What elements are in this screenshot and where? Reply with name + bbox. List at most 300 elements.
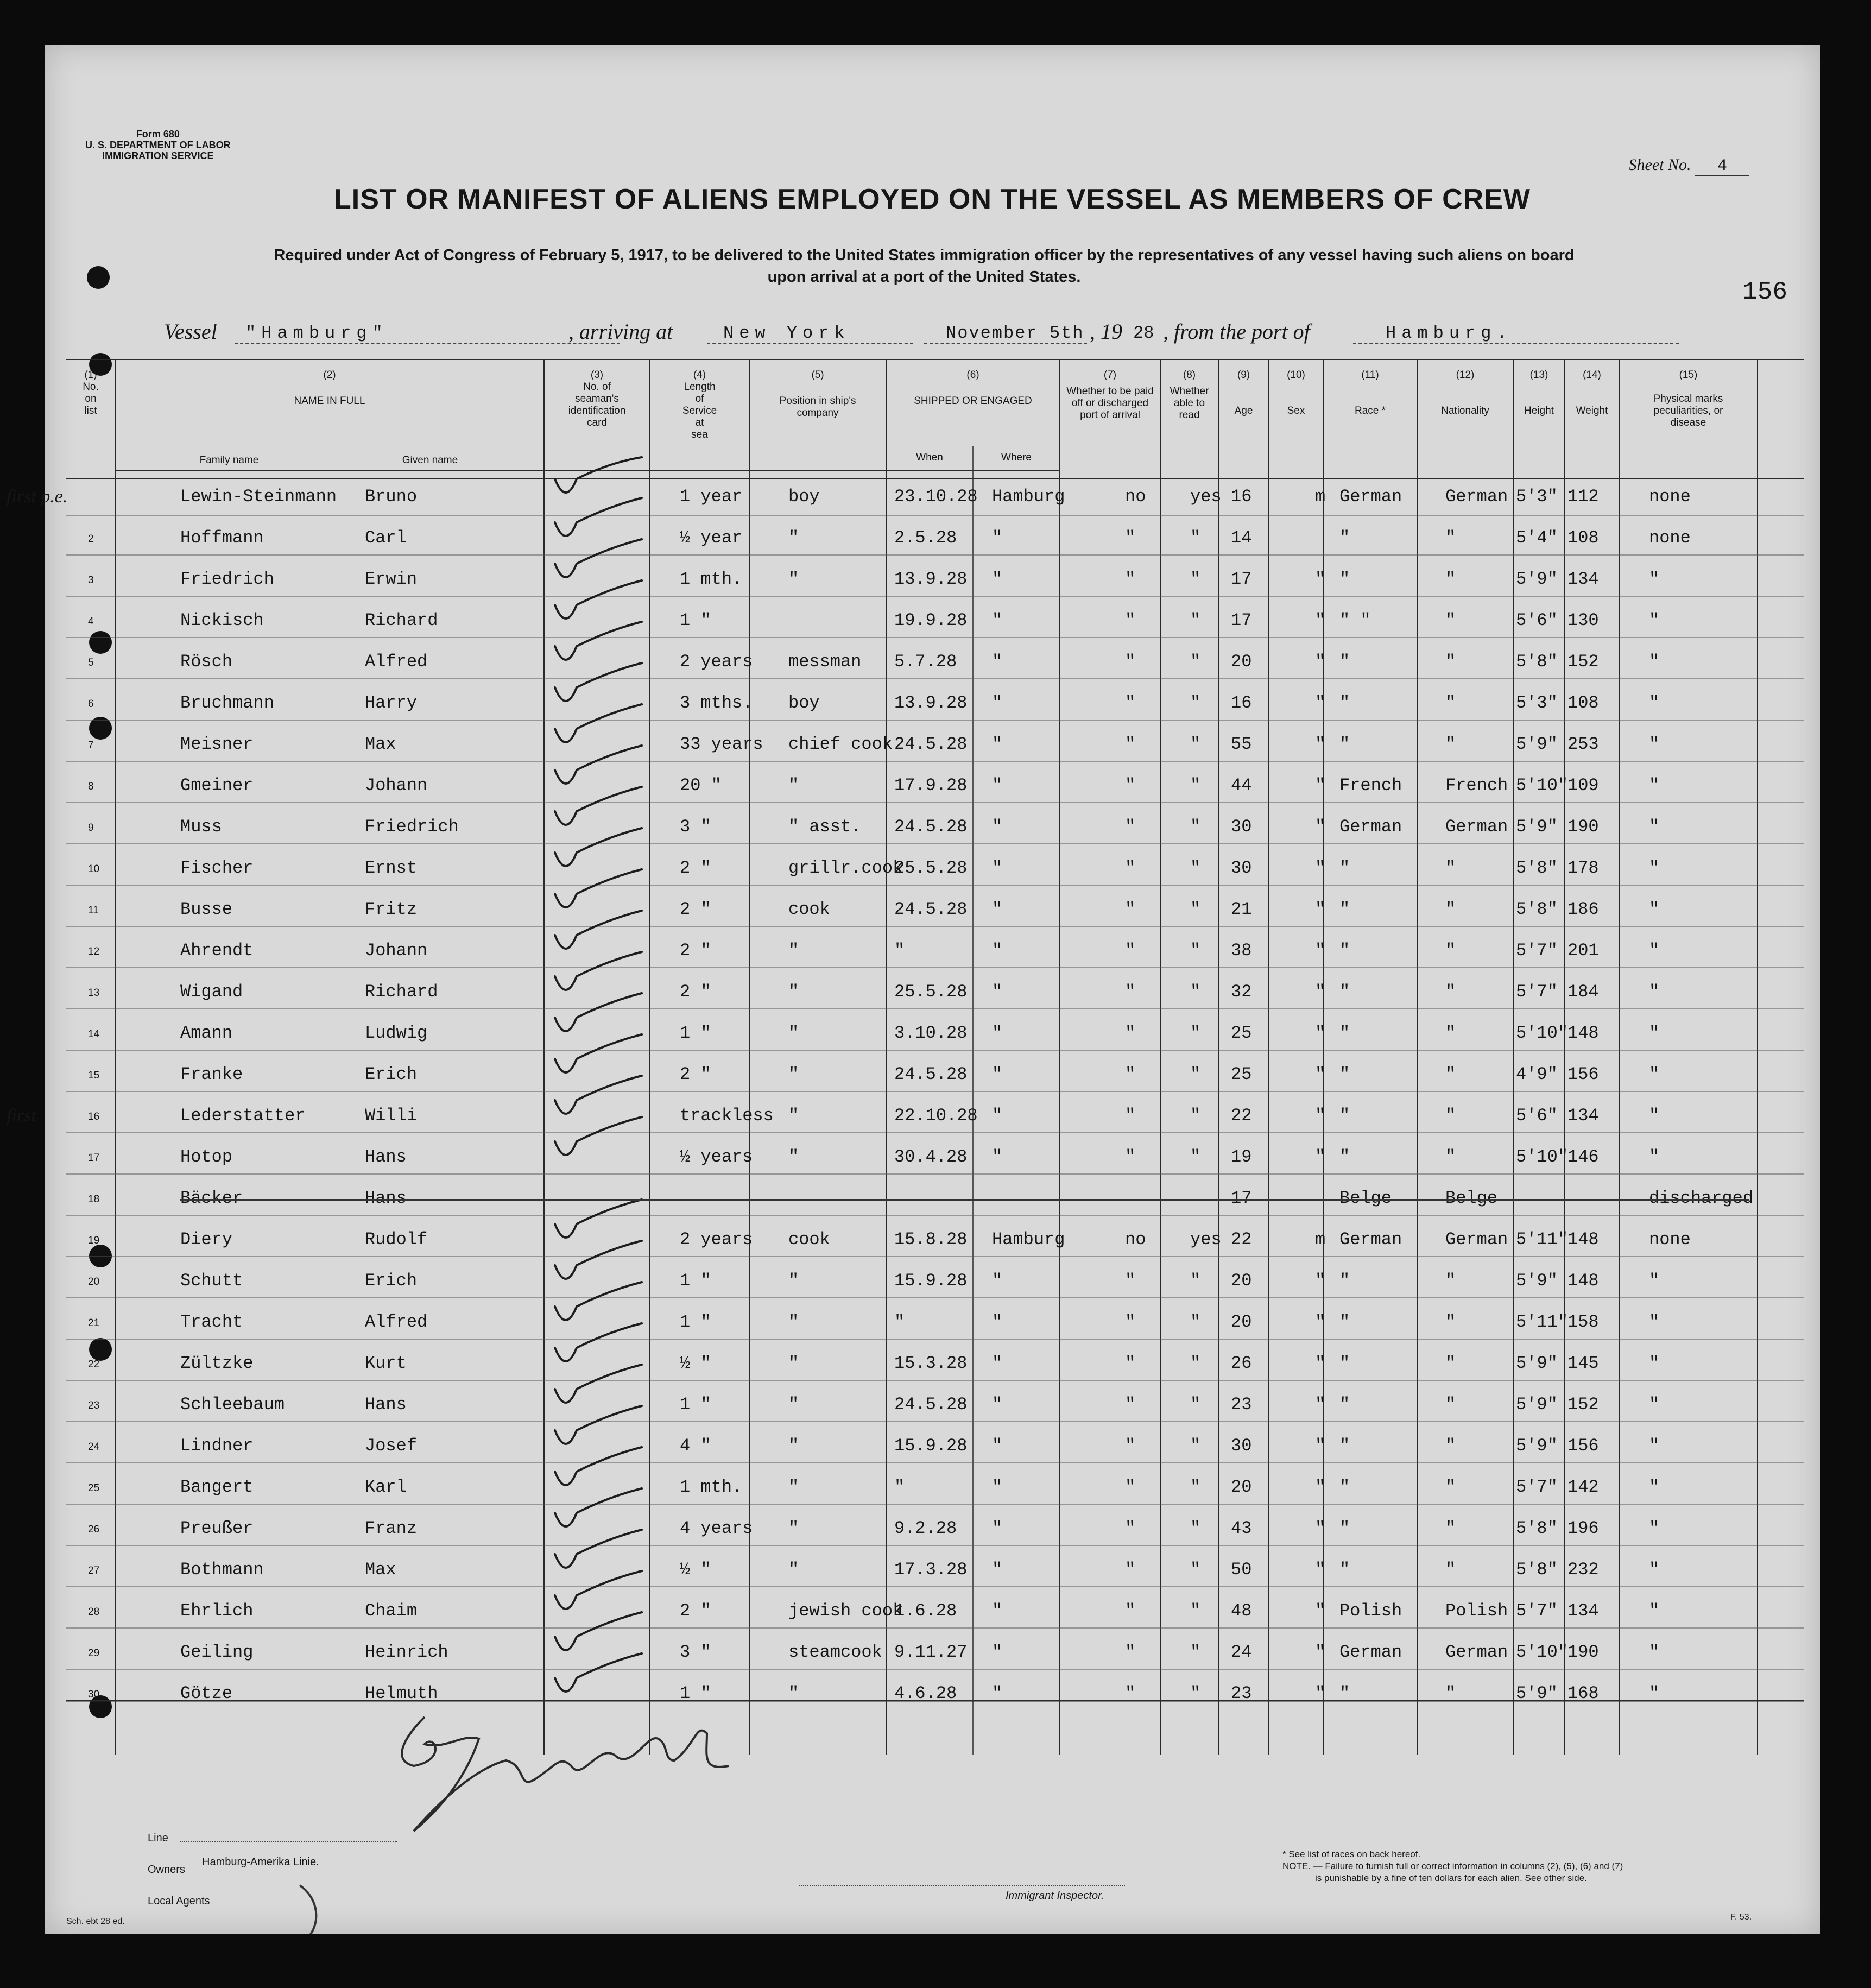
cell-physical-marks: " <box>1649 1106 1660 1126</box>
cell-sex: " <box>1315 734 1326 754</box>
printer-mark: Sch. ebt 28 ed. <box>66 1917 125 1926</box>
cell-weight: 232 <box>1567 1560 1599 1580</box>
cell-row-number: 28 <box>88 1606 100 1618</box>
cell-nationality: " <box>1445 1353 1456 1373</box>
cell-able-to-read: " <box>1190 734 1201 754</box>
cell-position: messman <box>788 652 862 672</box>
cell-weight: 184 <box>1567 982 1599 1002</box>
cell-nationality: " <box>1445 1271 1456 1291</box>
cell-given-name: Johann <box>365 775 428 796</box>
header-col11: (11) Race * <box>1354 369 1386 416</box>
cell-sex: " <box>1315 1436 1326 1456</box>
cell-length-of-service: 33 years <box>680 734 763 754</box>
cell-engaged-date: " <box>894 1312 905 1332</box>
cell-weight: 109 <box>1567 775 1599 796</box>
cell-paid-off: no <box>1125 1229 1146 1249</box>
cell-paid-off: " <box>1125 1353 1136 1373</box>
table-row <box>45 1222 1820 1260</box>
cell-physical-marks: " <box>1649 982 1660 1002</box>
cell-age: 22 <box>1231 1106 1252 1126</box>
cell-able-to-read: " <box>1190 1642 1201 1662</box>
cell-length-of-service: 1 " <box>680 1683 711 1703</box>
cell-race: " <box>1339 569 1350 589</box>
cell-family-name: Hoffmann <box>180 528 264 548</box>
cell-length-of-service: 20 " <box>680 775 722 796</box>
cell-nationality: " <box>1445 1064 1456 1084</box>
cell-length-of-service: ½ " <box>680 1560 711 1580</box>
cell-engaged-date: 15.9.28 <box>894 1436 968 1456</box>
cell-able-to-read: " <box>1190 982 1201 1002</box>
row-annotation: first <box>7 1106 36 1126</box>
cell-able-to-read: " <box>1190 899 1201 919</box>
cell-able-to-read: " <box>1190 775 1201 796</box>
cell-length-of-service: 2 years <box>680 652 753 672</box>
cell-family-name: Lindner <box>180 1436 254 1456</box>
cell-height: 5'10" <box>1516 1642 1569 1662</box>
cell-nationality: " <box>1445 941 1456 961</box>
cell-paid-off: " <box>1125 941 1136 961</box>
cell-able-to-read: " <box>1190 652 1201 672</box>
cell-height: 5'11" <box>1516 1312 1569 1332</box>
table-row <box>45 561 1820 599</box>
cell-row-number: 8 <box>88 781 94 792</box>
cell-nationality: " <box>1445 569 1456 589</box>
arrival-year: 28 <box>1133 323 1154 343</box>
cell-engaged-place: Hamburg <box>992 1229 1065 1249</box>
cell-family-name: Franke <box>180 1064 243 1084</box>
cell-engaged-place: " <box>992 569 1003 589</box>
cell-family-name: Ahrendt <box>180 941 254 961</box>
cell-physical-marks: " <box>1649 1601 1660 1621</box>
cell-engaged-date: 17.9.28 <box>894 775 968 796</box>
cell-sex: " <box>1315 569 1326 589</box>
cell-sex: " <box>1315 982 1326 1002</box>
cell-length-of-service: 1 year <box>680 487 743 507</box>
cell-paid-off: " <box>1125 858 1136 878</box>
table-row <box>7 479 1820 517</box>
cell-row-number: 29 <box>88 1648 100 1659</box>
subtitle-line-2: upon arrival at a port of the United States. <box>767 268 1081 286</box>
cell-age: 30 <box>1231 1436 1252 1456</box>
cell-position: " <box>788 1518 799 1538</box>
cell-able-to-read: " <box>1190 610 1201 630</box>
cell-length-of-service: 2 " <box>680 899 711 919</box>
table-row <box>45 809 1820 847</box>
cell-sex: " <box>1315 1064 1326 1084</box>
table-row <box>45 727 1820 765</box>
cell-physical-marks: " <box>1649 858 1660 878</box>
arriving-label: , arriving at <box>568 319 673 344</box>
cell-weight: 178 <box>1567 858 1599 878</box>
cell-sex: m <box>1315 1229 1326 1249</box>
cell-given-name: Erwin <box>365 569 418 589</box>
cell-length-of-service: 4 " <box>680 1436 711 1456</box>
cell-nationality: " <box>1445 1106 1456 1126</box>
cell-race: German <box>1339 1229 1402 1249</box>
cell-able-to-read: " <box>1190 1394 1201 1415</box>
cell-engaged-date: 24.5.28 <box>894 734 968 754</box>
cell-able-to-read: " <box>1190 528 1201 548</box>
cell-race: " <box>1339 1064 1350 1084</box>
cell-age: 48 <box>1231 1601 1252 1621</box>
cell-engaged-date: 2.5.28 <box>894 528 957 548</box>
cell-family-name: Amann <box>180 1023 233 1043</box>
cell-age: 43 <box>1231 1518 1252 1538</box>
arrival-port: New York <box>723 323 850 343</box>
cell-position: boy <box>788 487 820 507</box>
cell-physical-marks: " <box>1649 1023 1660 1043</box>
cell-sex: m <box>1315 487 1326 507</box>
cell-position: " <box>788 1477 799 1497</box>
cell-family-name: Busse <box>180 899 233 919</box>
cell-given-name: Heinrich <box>365 1642 448 1662</box>
cell-sex: " <box>1315 1477 1326 1497</box>
cell-age: 17 <box>1231 610 1252 630</box>
cell-paid-off: " <box>1125 1436 1136 1456</box>
cell-age: 20 <box>1231 1477 1252 1497</box>
cell-paid-off: " <box>1125 1683 1136 1703</box>
table-row <box>45 1428 1820 1466</box>
cell-paid-off: " <box>1125 899 1136 919</box>
cell-weight: 112 <box>1567 487 1599 507</box>
cell-paid-off: " <box>1125 1064 1136 1084</box>
cell-position: chief cook <box>788 734 893 754</box>
line-label: Line <box>148 1832 168 1844</box>
cell-position: " <box>788 1312 799 1332</box>
cell-given-name: Franz <box>365 1518 418 1538</box>
cell-engaged-place: " <box>992 1394 1003 1415</box>
cell-height: 5'7" <box>1516 941 1558 961</box>
cell-able-to-read: " <box>1190 1147 1201 1167</box>
cell-row-number: 16 <box>88 1111 100 1122</box>
cell-able-to-read: " <box>1190 1353 1201 1373</box>
cell-race: French <box>1339 775 1402 796</box>
header-col10: (10) Sex <box>1287 369 1305 416</box>
cell-nationality: German <box>1445 1642 1508 1662</box>
cell-length-of-service: 2 " <box>680 982 711 1002</box>
cell-able-to-read: " <box>1190 1271 1201 1291</box>
cell-length-of-service: 3 " <box>680 1642 711 1662</box>
cell-row-number: 30 <box>88 1689 100 1700</box>
cell-height: 5'8" <box>1516 1560 1558 1580</box>
form-identifier <box>85 129 231 161</box>
cell-family-name: Muss <box>180 817 222 837</box>
cell-able-to-read: " <box>1190 941 1201 961</box>
cell-engaged-place: " <box>992 1312 1003 1332</box>
cell-age: 20 <box>1231 1312 1252 1332</box>
cell-age: 55 <box>1231 734 1252 754</box>
local-agents-label: Local Agents <box>148 1895 210 1907</box>
cell-length-of-service: 1 " <box>680 1394 711 1415</box>
cell-length-of-service: 2 " <box>680 1601 711 1621</box>
cell-paid-off: " <box>1125 734 1136 754</box>
cell-engaged-date: " <box>894 1477 905 1497</box>
cell-engaged-place: " <box>992 1560 1003 1580</box>
header-col5: (5) Position in ship's company <box>779 369 856 419</box>
cell-row-number: 10 <box>88 863 100 875</box>
cell-height: 5'7" <box>1516 1477 1558 1497</box>
cell-race: " <box>1339 1477 1350 1497</box>
cell-physical-marks: " <box>1649 734 1660 754</box>
table-row <box>45 1304 1820 1342</box>
cell-physical-marks: discharged <box>1649 1188 1754 1208</box>
cell-physical-marks: " <box>1649 1477 1660 1497</box>
cell-nationality: " <box>1445 1683 1456 1703</box>
cell-physical-marks: " <box>1649 693 1660 713</box>
cell-paid-off: " <box>1125 1312 1136 1332</box>
cell-physical-marks: none <box>1649 528 1691 548</box>
cell-family-name: Bruchmann <box>180 693 274 713</box>
cell-length-of-service: ½ " <box>680 1353 711 1373</box>
cell-paid-off: " <box>1125 1601 1136 1621</box>
cell-engaged-place: " <box>992 1064 1003 1084</box>
year-label: , 19 <box>1090 319 1122 344</box>
cell-row-number: 2 <box>88 533 94 545</box>
cell-nationality: German <box>1445 1229 1508 1249</box>
cell-engaged-date: 25.5.28 <box>894 982 968 1002</box>
cell-sex: " <box>1315 1271 1326 1291</box>
cell-race: German <box>1339 1642 1402 1662</box>
cell-age: 23 <box>1231 1394 1252 1415</box>
cell-engaged-place: " <box>992 1106 1003 1126</box>
cell-paid-off: " <box>1125 652 1136 672</box>
inspector-label: Immigrant Inspector. <box>1006 1890 1104 1902</box>
cell-sex: " <box>1315 1683 1326 1703</box>
cell-position: " <box>788 941 799 961</box>
cell-physical-marks: " <box>1649 1312 1660 1332</box>
cell-row-number: 11 <box>88 905 99 916</box>
header-col6: (6) SHIPPED OR ENGAGED <box>914 369 1032 407</box>
cell-physical-marks: none <box>1649 1229 1691 1249</box>
cell-physical-marks: " <box>1649 1518 1660 1538</box>
cell-engaged-date: 24.5.28 <box>894 899 968 919</box>
cell-paid-off: " <box>1125 693 1136 713</box>
cell-nationality: " <box>1445 899 1456 919</box>
cell-race: " <box>1339 1353 1350 1373</box>
header-col3: (3) No. of seaman's identification card <box>568 369 626 428</box>
table-row <box>45 892 1820 930</box>
cell-row-number: 19 <box>88 1235 100 1246</box>
cell-race: " <box>1339 1560 1350 1580</box>
cell-engaged-date: 19.9.28 <box>894 610 968 630</box>
cell-given-name: Richard <box>365 610 438 630</box>
cell-able-to-read: " <box>1190 569 1201 589</box>
table-row <box>45 1634 1820 1673</box>
cell-family-name: Schleebaum <box>180 1394 285 1415</box>
cell-age: 30 <box>1231 858 1252 878</box>
cell-length-of-service: trackless <box>680 1106 774 1126</box>
cell-position: grillr.cook <box>788 858 903 878</box>
cell-family-name: Bothmann <box>180 1560 264 1580</box>
cell-physical-marks: " <box>1649 1353 1660 1373</box>
cell-able-to-read: yes <box>1190 487 1222 507</box>
cell-weight: 134 <box>1567 1601 1599 1621</box>
cell-family-name: Gmeiner <box>180 775 254 796</box>
cell-nationality: Belge <box>1445 1188 1498 1208</box>
cell-paid-off: " <box>1125 1023 1136 1043</box>
cell-engaged-place: " <box>992 1147 1003 1167</box>
cell-position: " <box>788 1436 799 1456</box>
cell-position: " <box>788 1560 799 1580</box>
departure-port: Hamburg. <box>1386 323 1513 343</box>
cell-race: " <box>1339 1436 1350 1456</box>
cell-nationality: " <box>1445 1312 1456 1332</box>
cell-age: 19 <box>1231 1147 1252 1167</box>
cell-family-name: Fischer <box>180 858 254 878</box>
cell-position: jewish cook <box>788 1601 903 1621</box>
cell-given-name: Max <box>365 1560 396 1580</box>
cell-height: 5'7" <box>1516 982 1558 1002</box>
header-col14: (14) Weight <box>1576 369 1608 416</box>
cell-weight: 201 <box>1567 941 1599 961</box>
cell-weight: 152 <box>1567 652 1599 672</box>
cell-family-name: Geiling <box>180 1642 254 1662</box>
cell-engaged-date: 5.7.28 <box>894 652 957 672</box>
cell-able-to-read: " <box>1190 1518 1201 1538</box>
header-col13: (13) Height <box>1524 369 1554 416</box>
cell-age: 30 <box>1231 817 1252 837</box>
table-row <box>45 768 1820 806</box>
cell-paid-off: " <box>1125 1518 1136 1538</box>
cell-given-name: Chaim <box>365 1601 418 1621</box>
cell-race: " <box>1339 652 1350 672</box>
cell-height: 5'3" <box>1516 693 1558 713</box>
cell-weight: 148 <box>1567 1229 1599 1249</box>
table-row <box>45 1015 1820 1053</box>
cell-row-number: 9 <box>88 822 94 834</box>
agent-mark <box>297 1885 317 1934</box>
cell-weight: 253 <box>1567 734 1599 754</box>
cell-sex: " <box>1315 1560 1326 1580</box>
cell-engaged-date: 9.11.27 <box>894 1642 968 1662</box>
cell-age: 23 <box>1231 1683 1252 1703</box>
cell-race: " <box>1339 528 1350 548</box>
cell-length-of-service: ½ year <box>680 528 743 548</box>
cell-paid-off: " <box>1125 775 1136 796</box>
cell-engaged-date: " <box>894 941 905 961</box>
cell-physical-marks: " <box>1649 1394 1660 1415</box>
table-row <box>45 685 1820 723</box>
cell-sex: " <box>1315 1106 1326 1126</box>
cell-paid-off: " <box>1125 528 1136 548</box>
cell-race: Belge <box>1339 1188 1392 1208</box>
service-name: IMMIGRATION SERVICE <box>102 150 214 161</box>
cell-engaged-place: " <box>992 1477 1003 1497</box>
header-col4: (4) Length of Service at sea <box>682 369 717 440</box>
cell-sex: " <box>1315 1023 1326 1043</box>
footnote: * See list of races on back hereof. NOTE. — Failure to furnish full or correct information in columns (2), (5), (6) and (7) is punishable by a fine of ten dollars for each alien. See other side. <box>1282 1849 1623 1883</box>
cell-race: " <box>1339 1271 1350 1291</box>
cell-race: " <box>1339 734 1350 754</box>
cell-position: boy <box>788 693 820 713</box>
cell-engaged-date: 24.5.28 <box>894 1064 968 1084</box>
header-where: Where <box>1001 452 1032 463</box>
cell-engaged-date: 13.9.28 <box>894 693 968 713</box>
cell-weight: 168 <box>1567 1683 1599 1703</box>
cell-physical-marks: " <box>1649 1064 1660 1084</box>
cell-row-number: 3 <box>88 575 94 586</box>
cell-row-number: 25 <box>88 1482 100 1494</box>
cell-age: 17 <box>1231 1188 1252 1208</box>
arrival-date: November 5th <box>946 323 1084 343</box>
cell-given-name: Harry <box>365 693 418 713</box>
cell-given-name: Willi <box>365 1106 418 1126</box>
cell-age: 24 <box>1231 1642 1252 1662</box>
cell-length-of-service: ½ years <box>680 1147 753 1167</box>
cell-engaged-date: 9.2.28 <box>894 1518 957 1538</box>
table-row <box>45 1676 1820 1714</box>
cell-paid-off: no <box>1125 487 1146 507</box>
cell-race: " <box>1339 858 1350 878</box>
cell-able-to-read: " <box>1190 858 1201 878</box>
cell-given-name: Carl <box>365 528 407 548</box>
cell-length-of-service: 4 years <box>680 1518 753 1538</box>
cell-able-to-read: " <box>1190 1023 1201 1043</box>
cell-weight: 190 <box>1567 1642 1599 1662</box>
sheet-number-label: Sheet No. <box>1628 156 1691 174</box>
cell-given-name: Josef <box>365 1436 418 1456</box>
cell-engaged-place: Hamburg <box>992 487 1065 507</box>
cell-row-number: 20 <box>88 1276 100 1288</box>
cell-physical-marks: none <box>1649 487 1691 507</box>
cell-height: 5'6" <box>1516 1106 1558 1126</box>
header-when: When <box>916 452 943 463</box>
cell-race: " <box>1339 899 1350 919</box>
cell-physical-marks: " <box>1649 1560 1660 1580</box>
cell-nationality: " <box>1445 1394 1456 1415</box>
cell-position: " asst. <box>788 817 862 837</box>
cell-age: 38 <box>1231 941 1252 961</box>
cell-height: 5'7" <box>1516 1601 1558 1621</box>
cell-position: " <box>788 1394 799 1415</box>
owners-value: Hamburg-Amerika Linie. <box>202 1856 319 1868</box>
cell-nationality: " <box>1445 1518 1456 1538</box>
cell-nationality: Polish <box>1445 1601 1508 1621</box>
cell-length-of-service: 2 " <box>680 858 711 878</box>
cell-engaged-place: " <box>992 1436 1003 1456</box>
cell-sex: " <box>1315 1147 1326 1167</box>
cell-physical-marks: " <box>1649 899 1660 919</box>
cell-able-to-read: " <box>1190 1560 1201 1580</box>
cell-length-of-service: 1 " <box>680 1271 711 1291</box>
cell-age: 26 <box>1231 1353 1252 1373</box>
header-given-name: Given name <box>402 455 458 466</box>
cell-engaged-date: 30.4.28 <box>894 1147 968 1167</box>
cell-engaged-date: 25.5.28 <box>894 858 968 878</box>
table-row <box>45 933 1820 971</box>
cell-nationality: " <box>1445 734 1456 754</box>
cell-race: " " <box>1339 610 1371 630</box>
cell-physical-marks: " <box>1649 1147 1660 1167</box>
cell-row-number: 27 <box>88 1565 100 1576</box>
document-subtitle <box>164 244 1684 288</box>
cell-physical-marks: " <box>1649 1271 1660 1291</box>
cell-sex: " <box>1315 652 1326 672</box>
cell-height: 5'10" <box>1516 1147 1569 1167</box>
cell-height: 5'9" <box>1516 1353 1558 1373</box>
cell-age: 44 <box>1231 775 1252 796</box>
cell-length-of-service: 1 " <box>680 1023 711 1043</box>
cell-engaged-place: " <box>992 982 1003 1002</box>
cell-sex: " <box>1315 858 1326 878</box>
department-name: U. S. DEPARTMENT OF LABOR <box>85 140 231 150</box>
cell-able-to-read: " <box>1190 1477 1201 1497</box>
cell-able-to-read: " <box>1190 1436 1201 1456</box>
cell-family-name: Bäcker <box>180 1188 243 1208</box>
table-row <box>45 1346 1820 1384</box>
cell-race: " <box>1339 1023 1350 1043</box>
manifest-sheet <box>7 45 1820 1934</box>
